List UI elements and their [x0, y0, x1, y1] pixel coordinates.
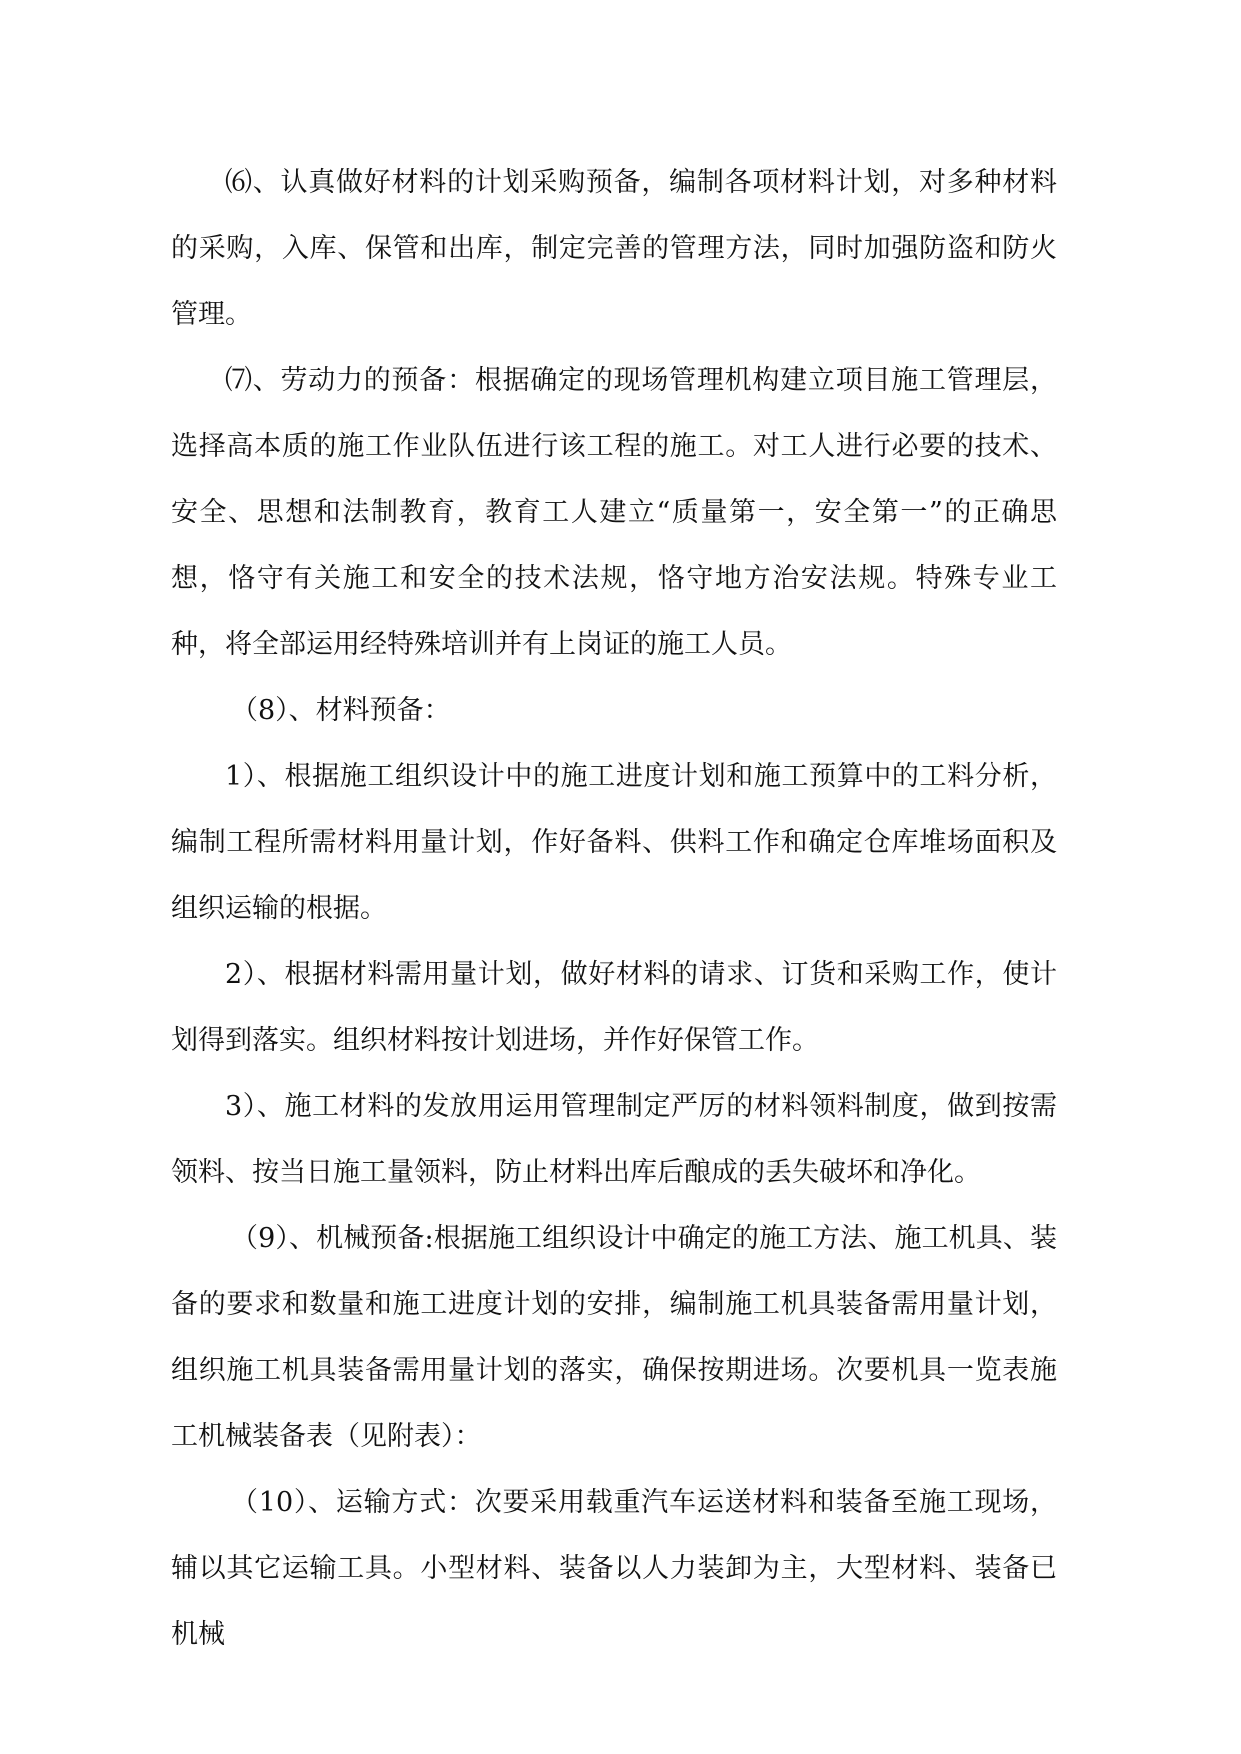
paragraph-8-item-2: 2）、根据材料需用量计划，做好材料的请求、订货和采购工作，使计划得到落实。组织材料按计划进场，并作好保管工作。 [171, 959, 1057, 1056]
paragraph-9-machinery: （9）、机械预备:根据施工组织设计中确定的施工方法、施工机具、装备的要求和数量和施工进度计划的安排，编制施工机具装备需用量计划，组织施工机具装备需用量计划的落实，确保按期进场。次要机具一览表施工机械装备表（见附表）： [171, 1223, 1057, 1452]
paragraph-7-labor-preparation: ⑺、劳动力的预备：根据确定的现场管理机构建立项目施工管理层，选择高本质的施工作业队伍进行该工程的施工。对工人进行必要的技术、安全、思想和法制教育，教育工人建立“质量第一，安全第一”的正确思想，恪守有关施工和安全的技术法规，恪守地方治安法规。特殊专业工种，将全部运用经特殊培训并有上岗证的施工人员。 [171, 365, 1057, 660]
paragraph-6-materials-procurement: ⑹、认真做好材料的计划采购预备，编制各项材料计划，对多种材料的采购，入库、保管和出库，制定完善的管理方法，同时加强防盗和防火管理。 [171, 167, 1057, 330]
paragraph-8-item-1: 1）、根据施工组织设计中的施工进度计划和施工预算中的工料分析，编制工程所需材料用量计划，作好备料、供料工作和确定仓库堆场面积及组织运输的根据。 [171, 761, 1057, 924]
paragraph-10-transport: （10）、运输方式：次要采用载重汽车运送材料和装备至施工现场，辅以其它运输工具。小型材料、装备以人力装卸为主，大型材料、装备已机械 [171, 1487, 1057, 1650]
document-body [171, 150, 1057, 1668]
paragraph-8-item-3: 3）、施工材料的发放用运用管理制定严厉的材料领料制度，做到按需领料、按当日施工量领料，防止材料出库后酿成的丢失破坏和净化。 [171, 1091, 1057, 1188]
paragraph-8-heading: （8）、材料预备： [231, 695, 451, 726]
